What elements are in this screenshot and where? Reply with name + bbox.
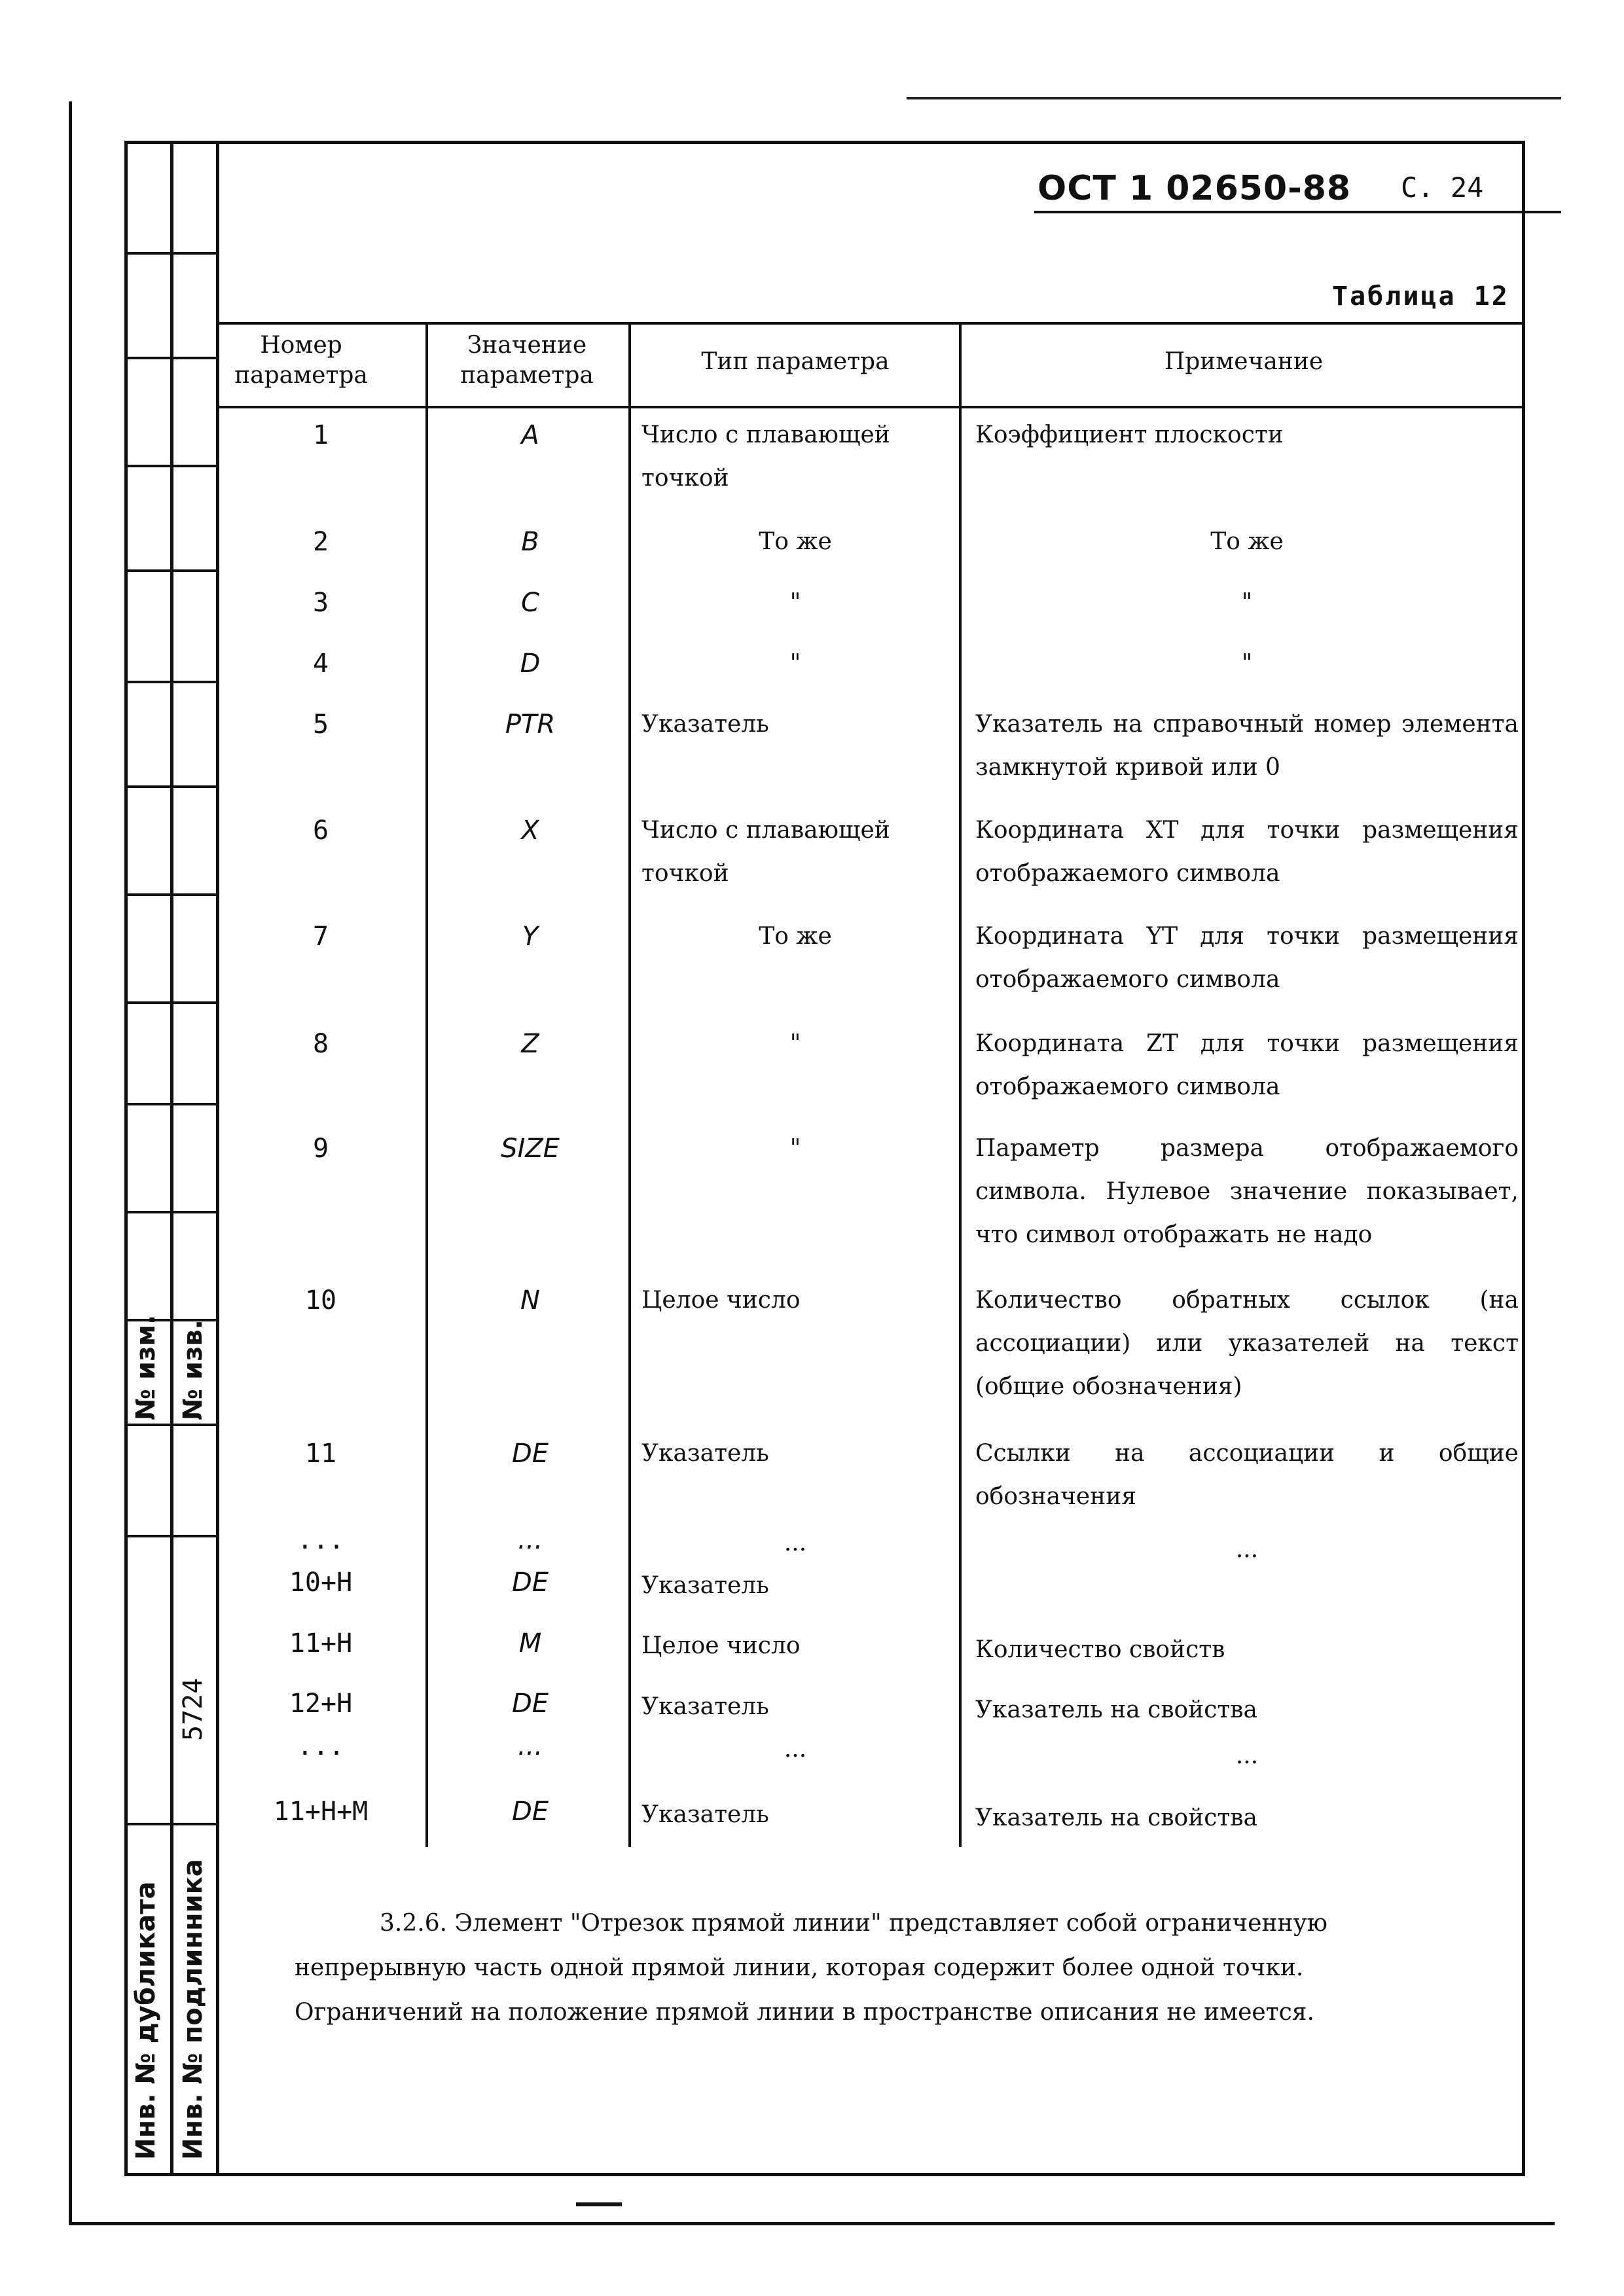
param-value: DE	[511, 1568, 549, 1598]
param-number: 10+H	[289, 1568, 353, 1598]
param-type: Число с плавающей точкой	[641, 422, 890, 492]
param-note: Параметр размера отображаемого символа. Нулевое значение показывает, что символ отображать не надо	[975, 1135, 1519, 1248]
table-column-divider	[628, 322, 631, 1847]
stamp-podl-label: Инв. № подлинника	[178, 1859, 208, 2160]
param-value: M	[518, 1628, 542, 1659]
stamp-tick	[124, 785, 216, 788]
param-type: Указатель	[641, 711, 769, 738]
page-number: С. 24	[1401, 171, 1484, 204]
param-note: Указатель на справочный номер элемента замкнутой кривой или 0	[975, 711, 1519, 781]
param-number: 10	[304, 1285, 337, 1316]
param-value: DE	[511, 1689, 549, 1719]
param-note: Координата XT для точки размещения отображаемого символа	[975, 817, 1519, 887]
param-note: Коэффициент плоскости	[975, 422, 1284, 448]
param-value: Y	[522, 922, 539, 952]
param-number: 8	[312, 1029, 329, 1059]
param-number: 7	[312, 922, 329, 952]
table-header-border	[216, 406, 1525, 408]
stamp-izm-label: № изм.	[131, 1314, 161, 1420]
param-number: 11+H	[289, 1628, 353, 1659]
param-number: 9	[312, 1134, 329, 1164]
param-type: То же	[759, 923, 832, 950]
bottom-mark	[576, 2202, 622, 2206]
param-note: Координата YT для точки размещения отображаемого символа	[975, 923, 1519, 993]
param-note: ...	[1235, 1742, 1259, 1769]
stamp-tick	[124, 252, 216, 255]
param-note: То же	[1210, 528, 1284, 555]
param-value: ...	[517, 1525, 543, 1555]
param-note: "	[1241, 650, 1253, 677]
section-paragraph	[295, 1901, 1460, 2035]
table-column-divider	[425, 322, 428, 1847]
param-number: 5	[312, 709, 329, 740]
column-header-type: Тип параметра	[701, 348, 890, 375]
param-number: ...	[297, 1731, 345, 1761]
stamp-tick	[124, 1211, 216, 1213]
param-note: Указатель на свойства	[975, 1804, 1258, 1831]
param-type: То же	[759, 528, 832, 555]
document-code-underline	[1034, 211, 1561, 213]
stamp-tick	[124, 465, 216, 467]
param-type: ...	[784, 1736, 807, 1763]
param-number: 2	[312, 527, 329, 557]
param-note: Ссылки на ассоциации и общие обозначения	[975, 1440, 1519, 1510]
param-note: Количество обратных ссылок (на ассоциации) или указателей на текст (общие обозначения)	[975, 1287, 1519, 1400]
column-header-number: Номер параметра	[234, 332, 368, 389]
column-header-value: Значение параметра	[460, 332, 594, 389]
param-note: Указатель на свойства	[975, 1696, 1258, 1723]
param-value: Z	[521, 1029, 539, 1059]
stamp-strip-divider	[170, 141, 173, 2176]
table-top-border	[216, 322, 1525, 325]
param-type: ...	[784, 1530, 807, 1556]
param-type: Указатель	[641, 1693, 769, 1720]
paragraph-text: 3.2.6. Элемент "Отрезок прямой линии" представляет собой ограниченную непрерывную часть одной прямой линии, которая содержит более одной точки. Ограничений на положение прямой линии в пространстве описания не имеется.	[295, 1910, 1327, 2026]
param-value: PTR	[505, 709, 556, 740]
param-number: 11+H+M	[273, 1797, 369, 1827]
stamp-tick	[124, 569, 216, 572]
stamp-tick	[124, 357, 216, 359]
stamp-tick	[124, 1424, 216, 1426]
param-number: 6	[312, 816, 329, 846]
stamp-podl-value: 5724	[178, 1677, 208, 1741]
param-type: Указатель	[641, 1572, 769, 1599]
param-type: Указатель	[641, 1440, 769, 1467]
param-note: "	[1241, 589, 1253, 616]
column-header-note: Примечание	[1164, 348, 1324, 375]
param-type: "	[789, 589, 801, 616]
stamp-tick	[124, 1535, 216, 1537]
document-code: ОСТ 1 02650-88	[1038, 169, 1352, 208]
param-type: Целое число	[641, 1287, 801, 1314]
param-number: 4	[312, 649, 329, 679]
param-note: Координата ZT для точки размещения отображаемого символа	[975, 1030, 1519, 1100]
param-note: ...	[1235, 1536, 1259, 1563]
param-value: A	[521, 420, 539, 450]
param-type: Целое число	[641, 1632, 801, 1659]
param-type: "	[789, 1030, 801, 1057]
stamp-tick	[124, 1103, 216, 1105]
param-value: B	[521, 527, 539, 557]
param-value: C	[521, 588, 539, 618]
param-type: "	[789, 650, 801, 677]
param-note: Количество свойств	[975, 1636, 1225, 1663]
param-type: Число с плавающей точкой	[641, 817, 890, 887]
table-column-divider	[959, 322, 962, 1847]
param-value: DE	[511, 1797, 549, 1827]
table-caption: Таблица 12	[1332, 281, 1509, 312]
stamp-tick	[124, 1823, 216, 1825]
param-number: 11	[304, 1439, 337, 1469]
stamp-tick	[124, 1001, 216, 1004]
stamp-izv-label: № изв.	[178, 1319, 208, 1420]
stamp-dubl-label: Инв. № дубликата	[131, 1881, 161, 2160]
param-value: D	[520, 649, 541, 679]
param-value: X	[521, 816, 539, 846]
param-number: 3	[312, 588, 329, 618]
param-value: ...	[517, 1731, 543, 1761]
param-number: 1	[312, 420, 329, 450]
param-number: ...	[297, 1525, 345, 1555]
param-type: Указатель	[641, 1801, 769, 1828]
param-value: SIZE	[501, 1134, 560, 1164]
stamp-tick	[124, 681, 216, 683]
param-value: N	[520, 1285, 540, 1316]
param-number: 12+H	[289, 1689, 353, 1719]
param-value: DE	[511, 1439, 549, 1469]
top-edge-line	[907, 97, 1561, 99]
stamp-tick	[124, 893, 216, 896]
param-type: "	[789, 1135, 801, 1162]
